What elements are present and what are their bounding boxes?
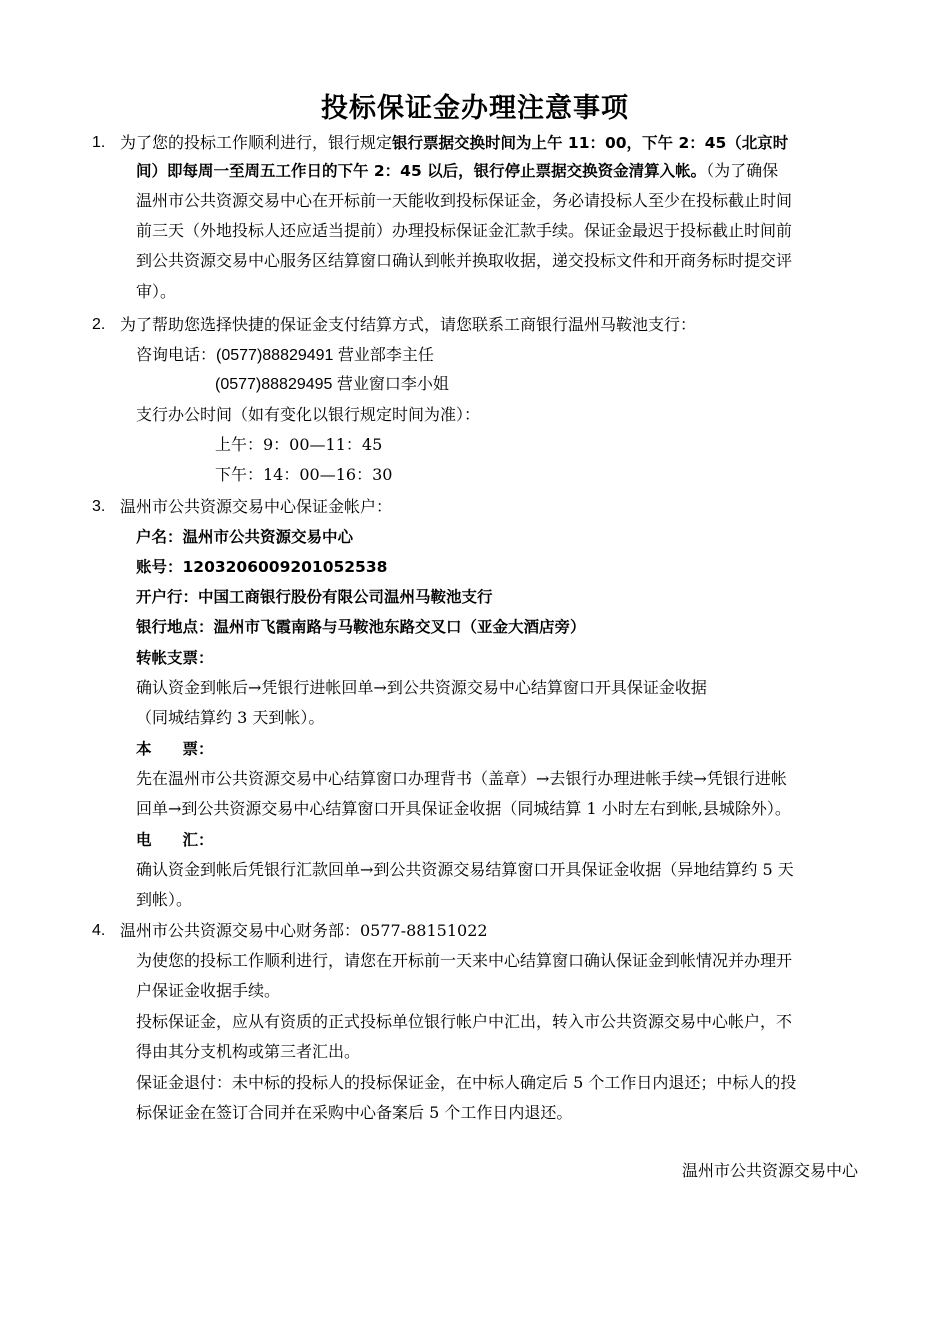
item-1-line-5: 到公共资源交易中心服务区结算窗口确认到帐并换取收据，递交投标文件和开商务标时提交评 (136, 251, 793, 270)
item-4-p1-line-2: 户保证金收据手续。 (136, 981, 281, 1000)
issuer-signature: 温州市公共资源交易中心 (681, 1161, 858, 1180)
item-1-line-3: 温州市公共资源交易中心在开标前一天能收到投标保证金，务必请投标人至少在投标截止时间 (136, 191, 793, 210)
item-4-p1-line-1: 为使您的投标工作顺利进行，请您在开标前一天来中心结算窗口确认保证金到帐情况并办理开 (136, 951, 793, 970)
account-name: 户名：温州市公共资源交易中心 (136, 528, 354, 546)
item-4-p2-line-2: 得由其分支机构或第三者汇出。 (136, 1042, 361, 1061)
item-3-number: 3. (92, 498, 106, 515)
transfer-check-label: 转帐支票： (136, 649, 214, 667)
consult-phone-2: (0577)88829495 营业窗口李小姐 (215, 376, 449, 393)
item-2-number: 2. (92, 316, 106, 333)
transfer-check-line-1: 确认资金到帐后→凭银行进帐回单→到公共资源交易中心结算窗口开具保证金收据 (136, 678, 707, 697)
wire-transfer-line-2: 到帐）。 (136, 890, 193, 909)
item-1-line-1: 为了您的投标工作顺利进行，银行规定银行票据交换时间为上午 11：00，下午 2：45（北京时 (120, 133, 789, 152)
item-3-intro: 温州市公共资源交易中心保证金帐户： (120, 497, 393, 516)
item-4-p2-line-1: 投标保证金，应从有资质的正式投标单位银行帐户中汇出，转入市公共资源交易中心帐户，不 (136, 1012, 793, 1031)
office-hours-am: 上午：9：00—11：45 (215, 435, 383, 454)
account-number: 账号：1203206009201052538 (136, 558, 388, 576)
bank-draft-label: 本 票： (136, 740, 214, 758)
item-1-line-2: 间）即每周一至周五工作日的下午 2：45 以后，银行停止票据交换资金清算入帐。（为了确保 (136, 161, 779, 180)
bank-draft-line-1: 先在温州市公共资源交易中心结算窗口办理背书（盖章）→去银行办理进帐手续→凭银行进帐 (136, 769, 787, 788)
wire-transfer-line-1: 确认资金到帐后凭银行汇款回单→到公共资源交易结算窗口开具保证金收据（异地结算约 5 天 (136, 860, 794, 879)
transfer-check-line-2: （同城结算约 3 天到帐）。 (136, 708, 325, 727)
office-hours-label: 支行办公时间（如有变化以银行规定时间为准）： (136, 405, 481, 424)
item-2-intro: 为了帮助您选择快捷的保证金支付结算方式，请您联系工商银行温州马鞍池支行： (120, 315, 697, 334)
item-4-p3-line-2: 标保证金在签订合同并在采购中心备案后 5 个工作日内退还。 (136, 1103, 573, 1122)
bank-draft-line-2: 回单→到公共资源交易中心结算窗口开具保证金收据（同城结算 1 小时左右到帐,县城除外）。 (136, 799, 791, 818)
item-4-number: 4. (92, 922, 106, 939)
bank-address: 银行地点：温州市飞霞南路与马鞍池东路交叉口（亚金大酒店旁） (136, 618, 586, 636)
item-4-p3-line-1: 保证金退付：未中标的投标人的投标保证金，在中标人确定后 5 个工作日内退还；中标人的投 (136, 1073, 797, 1092)
finance-dept-phone: 温州市公共资源交易中心财务部：0577-88151022 (120, 921, 488, 940)
consult-phone-line: 咨询电话：(0577)88829491 营业部李主任 (136, 345, 434, 364)
document-title: 投标保证金办理注意事项 (321, 93, 629, 124)
office-hours-pm: 下午：14：00—16：30 (215, 465, 393, 484)
account-bank: 开户行：中国工商银行股份有限公司温州马鞍池支行 (136, 588, 493, 606)
item-1-line-6: 审）。 (136, 282, 177, 301)
item-1-line-4: 前三天（外地投标人还应适当提前）办理投标保证金汇款手续。保证金最迟于投标截止时间前 (136, 221, 793, 240)
item-1-number: 1. (92, 134, 106, 151)
wire-transfer-label: 电 汇： (136, 831, 214, 849)
